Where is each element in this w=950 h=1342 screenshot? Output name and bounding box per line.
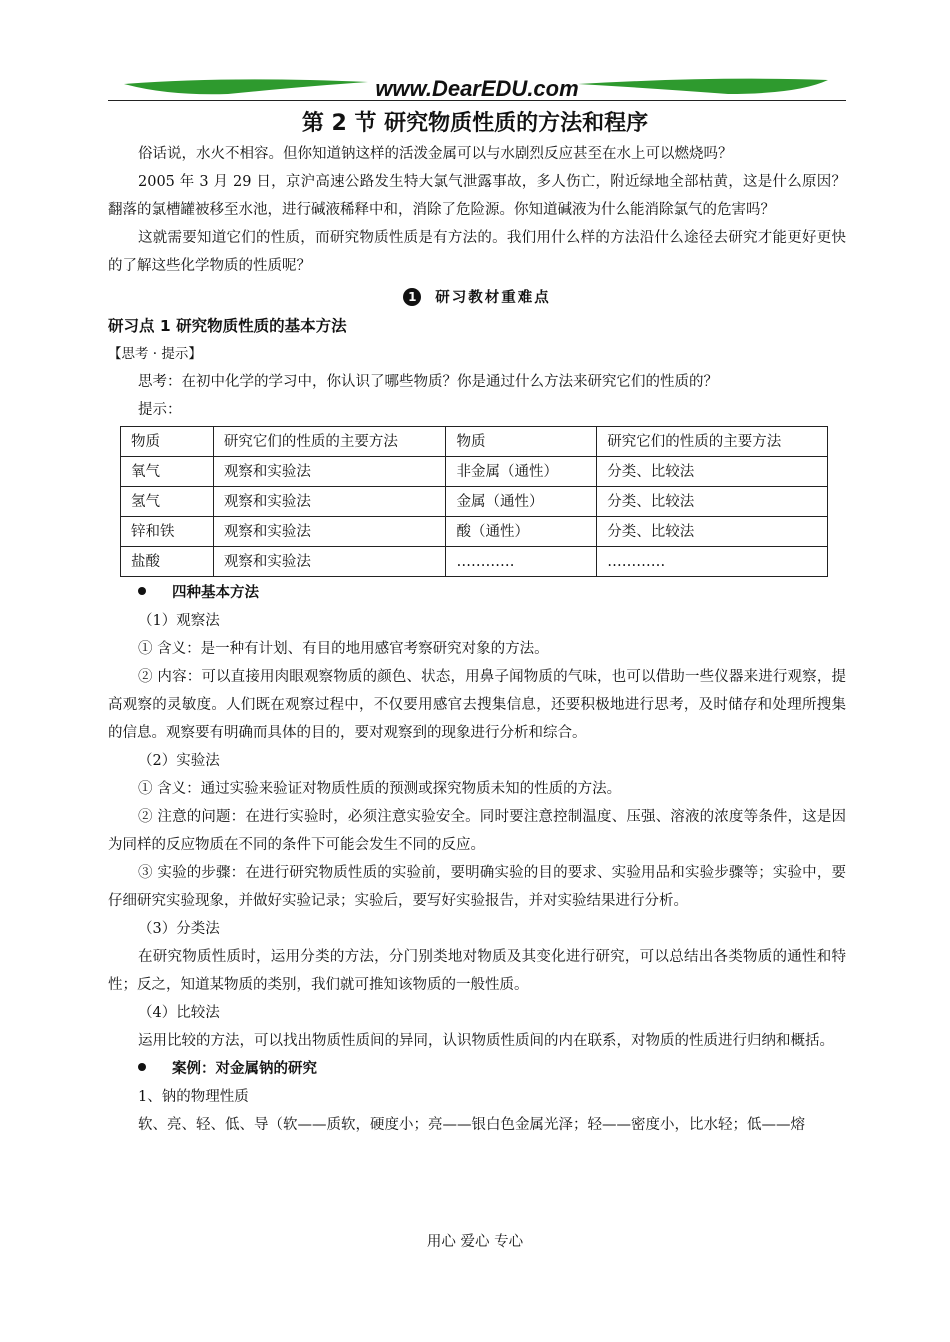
site-logo-text: www.DearEDU.com: [375, 76, 579, 101]
page-title: 第 2 节 研究物质性质的方法和程序: [301, 111, 649, 136]
section-heading: [108, 284, 846, 312]
intro-paragraph-2: 2005 年 3 月 29 日，京沪高速公路发生特大氯气泄露事故，多人伤亡，附近绿地全部枯黄，这是什么原因？翻落的氯槽罐被移至水池，进行碱液稀释中和，消除了危险源。你知道碱液为什么能消除氯气的危害吗？: [108, 174, 846, 218]
table-cell: …………: [446, 547, 597, 577]
bullet-text: 案例：对金属钠的研究: [172, 1061, 317, 1077]
table-cell: 氧气: [121, 457, 214, 487]
bullet-text: 四种基本方法: [172, 585, 259, 601]
table-cell: 观察和实验法: [213, 457, 446, 487]
experiment-definition: ① 含义：通过实验来验证对物质性质的预测或探究物质未知的性质的方法。: [138, 781, 622, 797]
table-row: [121, 457, 828, 487]
table-cell: 锌和铁: [121, 517, 214, 547]
table-header-cell: 研究它们的性质的主要方法: [597, 427, 828, 457]
observe-definition: ① 含义：是一种有计划、有目的地用感官考察研究对象的方法。: [138, 641, 549, 657]
table-header-cell: 物质: [121, 427, 214, 457]
table-cell: …………: [597, 547, 828, 577]
sodium-physical-text: 软、亮、轻、低、导（软——质软，硬度小；亮——银白色金属光泽；轻——密度小，比水轻；低——熔: [138, 1117, 805, 1133]
classification-title: （3）分类法: [138, 921, 220, 937]
table-cell: 分类、比较法: [597, 487, 828, 517]
comparison-title: （4）比较法: [138, 1005, 220, 1021]
think-question: 思考：在初中化学的学习中，你认识了哪些物质？你是通过什么方法来研究它们的性质的？: [138, 374, 718, 390]
table-header-cell: 研究它们的性质的主要方法: [213, 427, 446, 457]
hint-label: 提示：: [138, 402, 182, 418]
table-header-row: [121, 427, 828, 457]
table-cell: 观察和实验法: [213, 517, 446, 547]
table-cell: 盐酸: [121, 547, 214, 577]
bullet-case-sodium: [108, 1055, 846, 1083]
think-hint-label: 【思考 · 提示】: [108, 346, 202, 362]
section-heading-text: 研习教材重难点: [435, 289, 551, 306]
table-cell: 观察和实验法: [213, 547, 446, 577]
table-header-cell: 物质: [446, 427, 597, 457]
table-cell: 非金属（通性）: [446, 457, 597, 487]
bullet-four-methods: [108, 579, 846, 607]
table-cell: 酸（通性）: [446, 517, 597, 547]
table-cell: 金属（通性）: [446, 487, 597, 517]
table-row: [121, 547, 828, 577]
table-row: [121, 517, 828, 547]
table-cell: 氢气: [121, 487, 214, 517]
classification-text: 在研究物质性质时，运用分类的方法，分门别类地对物质及其变化进行研究，可以总结出各类物质的通性和特性；反之，知道某物质的类别，我们就可推知该物质的一般性质。: [108, 949, 846, 993]
header-rule: [108, 100, 846, 101]
comparison-text: 运用比较的方法，可以找出物质性质间的异同，认识物质性质间的内在联系，对物质的性质进行归纳和概括。: [138, 1033, 834, 1049]
bullet-dot-icon: [138, 587, 146, 595]
experiment-title: （2）实验法: [138, 753, 220, 769]
bullet-dot-icon: [138, 1063, 146, 1071]
intro-paragraph-1: 俗话说，水火不相容。但你知道钠这样的活泼金属可以与水剧烈反应甚至在水上可以燃烧吗？: [138, 146, 733, 162]
experiment-steps: ③ 实验的步骤：在进行研究物质性质的实验前，要明确实验的目的要求、实验用品和实验步骤等；实验中，要仔细研究实验现象，并做好实验记录；实验后，要写好实验报告，并对实验结果进行分析。: [108, 865, 846, 909]
methods-table: [120, 426, 828, 577]
page-footer: 用心 爱心 专心: [426, 1234, 524, 1250]
table-row: [121, 487, 828, 517]
document-body: [108, 140, 846, 1139]
observe-content: ② 内容：可以直接用肉眼观察物质的颜色、状态，用鼻子闻物质的气味，也可以借助一些仪器来进行观察，提高观察的灵敏度。人们既在观察过程中，不仅要用感官去搜集信息，还要积极地进行思考，及时储存和处理所搜集的信息。观察要有明确而具体的目的，要对观察到的现象进行分析和综合。: [108, 669, 846, 741]
table-cell: 分类、比较法: [597, 457, 828, 487]
observe-title: （1）观察法: [138, 613, 220, 629]
point1-heading: 研习点 1 研究物质性质的基本方法: [108, 317, 347, 335]
intro-paragraph-3: 这就需要知道它们的性质，而研究物质性质是有方法的。我们用什么样的方法沿什么途径去研究才能更好更快的了解这些化学物质的性质呢？: [108, 230, 846, 274]
experiment-notes: ② 注意的问题：在进行实验时，必须注意实验安全。同时要注意控制温度、压强、溶液的浓度等条件，这是因为同样的反应物质在不同的条件下可能会发生不同的反应。: [108, 809, 846, 853]
table-cell: 观察和实验法: [213, 487, 446, 517]
sodium-physical-title: 1、钠的物理性质: [138, 1089, 249, 1105]
section-number-badge: 1: [403, 288, 421, 306]
table-cell: 分类、比较法: [597, 517, 828, 547]
